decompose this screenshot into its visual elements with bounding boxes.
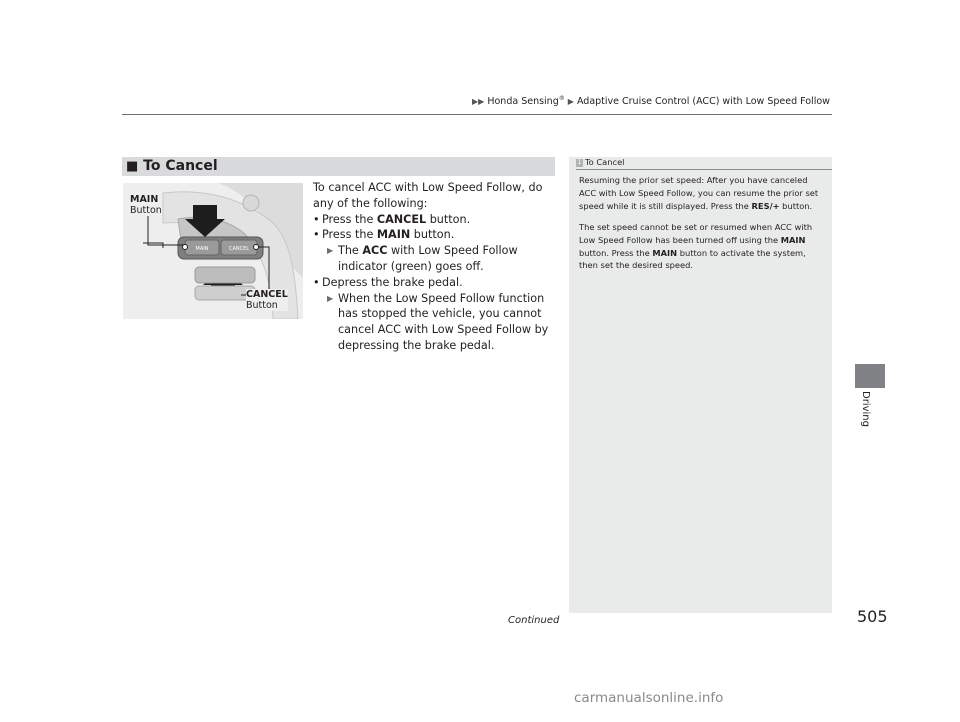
breadcrumb bbox=[472, 95, 830, 107]
steering-wheel-figure bbox=[123, 183, 303, 319]
continued-label: Continued bbox=[508, 615, 560, 626]
note-text: The set speed cannot be set or resumed when ACC with Low Speed Follow has been turned off using the bbox=[579, 221, 813, 245]
page-number: 505 bbox=[857, 607, 888, 626]
bullet-cancel bbox=[313, 212, 558, 228]
chapter-tab[interactable] bbox=[855, 364, 885, 388]
note-paragraph-main bbox=[579, 221, 827, 273]
breadcrumb-honda-sensing: Honda Sensing bbox=[487, 96, 559, 108]
note-text: button. bbox=[779, 200, 813, 211]
main-button-text: MAIN bbox=[195, 246, 209, 252]
chapter-tab-label bbox=[849, 391, 889, 441]
side-note-heading bbox=[576, 157, 624, 167]
key-main: MAIN bbox=[780, 234, 806, 245]
note-text: button. Press the bbox=[579, 247, 653, 258]
key-cancel: CANCEL bbox=[376, 212, 427, 226]
header-rule bbox=[122, 114, 832, 115]
key-main: MAIN bbox=[376, 228, 411, 242]
bullet-brake: • Depress the brake pedal. bbox=[313, 275, 558, 291]
breadcrumb-arrow-icon: ▶▶ bbox=[472, 97, 485, 107]
bullet-text: button. bbox=[410, 228, 455, 242]
breadcrumb-acc: Adaptive Cruise Control (ACC) with Low Speed Follow bbox=[576, 96, 830, 108]
main-button-label: MAIN bbox=[130, 194, 159, 205]
note-text: Resuming the prior set speed: After you have canceled ACC with Low Speed Follow, you can resume the prior set speed while it is still displayed. Press the bbox=[579, 175, 819, 211]
watermark: carmanualsonline.info bbox=[574, 690, 724, 706]
bullet-text: Press the bbox=[322, 228, 377, 242]
bullet-main bbox=[313, 227, 558, 243]
note-number-icon: 1 bbox=[577, 159, 582, 166]
bullet-text: button. bbox=[426, 212, 471, 226]
side-note-rule bbox=[576, 169, 832, 170]
main-button-sublabel: Button bbox=[130, 205, 162, 216]
result-text: with Low Speed Follow indicator (green) goes off. bbox=[338, 244, 518, 273]
side-note-text bbox=[579, 174, 827, 280]
side-note-title: To Cancel bbox=[585, 157, 625, 167]
bullet-text: Press the bbox=[322, 212, 377, 226]
registered-mark: ® bbox=[558, 95, 565, 102]
cancel-button-label: CANCEL bbox=[246, 289, 288, 300]
main-body-text bbox=[313, 180, 558, 354]
cancel-button-text: CANCEL bbox=[228, 246, 250, 252]
chapter-tab-text: Driving bbox=[860, 391, 871, 427]
result-brake: ▶ When the Low Speed Follow function has stopped the vehicle, you cannot cancel ACC with Low Speed Follow by depressing the brake pedal. bbox=[313, 291, 558, 354]
key-main: MAIN bbox=[652, 247, 678, 258]
note-text: button to activate the system, then set the desired speed. bbox=[579, 247, 806, 271]
intro-paragraph: To cancel ACC with Low Speed Follow, do any of the following: bbox=[313, 181, 543, 210]
cancel-button-sublabel: Button bbox=[246, 300, 278, 311]
note-paragraph-resume bbox=[579, 174, 827, 213]
section-title-text: To Cancel bbox=[143, 158, 218, 174]
breadcrumb-arrow-icon: ▶ bbox=[567, 97, 574, 107]
key-acc: ACC bbox=[362, 244, 388, 258]
main-button-callout bbox=[130, 194, 162, 216]
section-title bbox=[126, 158, 218, 174]
result-text: The bbox=[338, 244, 363, 258]
cancel-button-callout bbox=[246, 289, 288, 311]
section-marker: ■ bbox=[126, 159, 139, 174]
result-acc-indicator bbox=[313, 243, 558, 275]
key-res: RES/+ bbox=[751, 200, 780, 211]
